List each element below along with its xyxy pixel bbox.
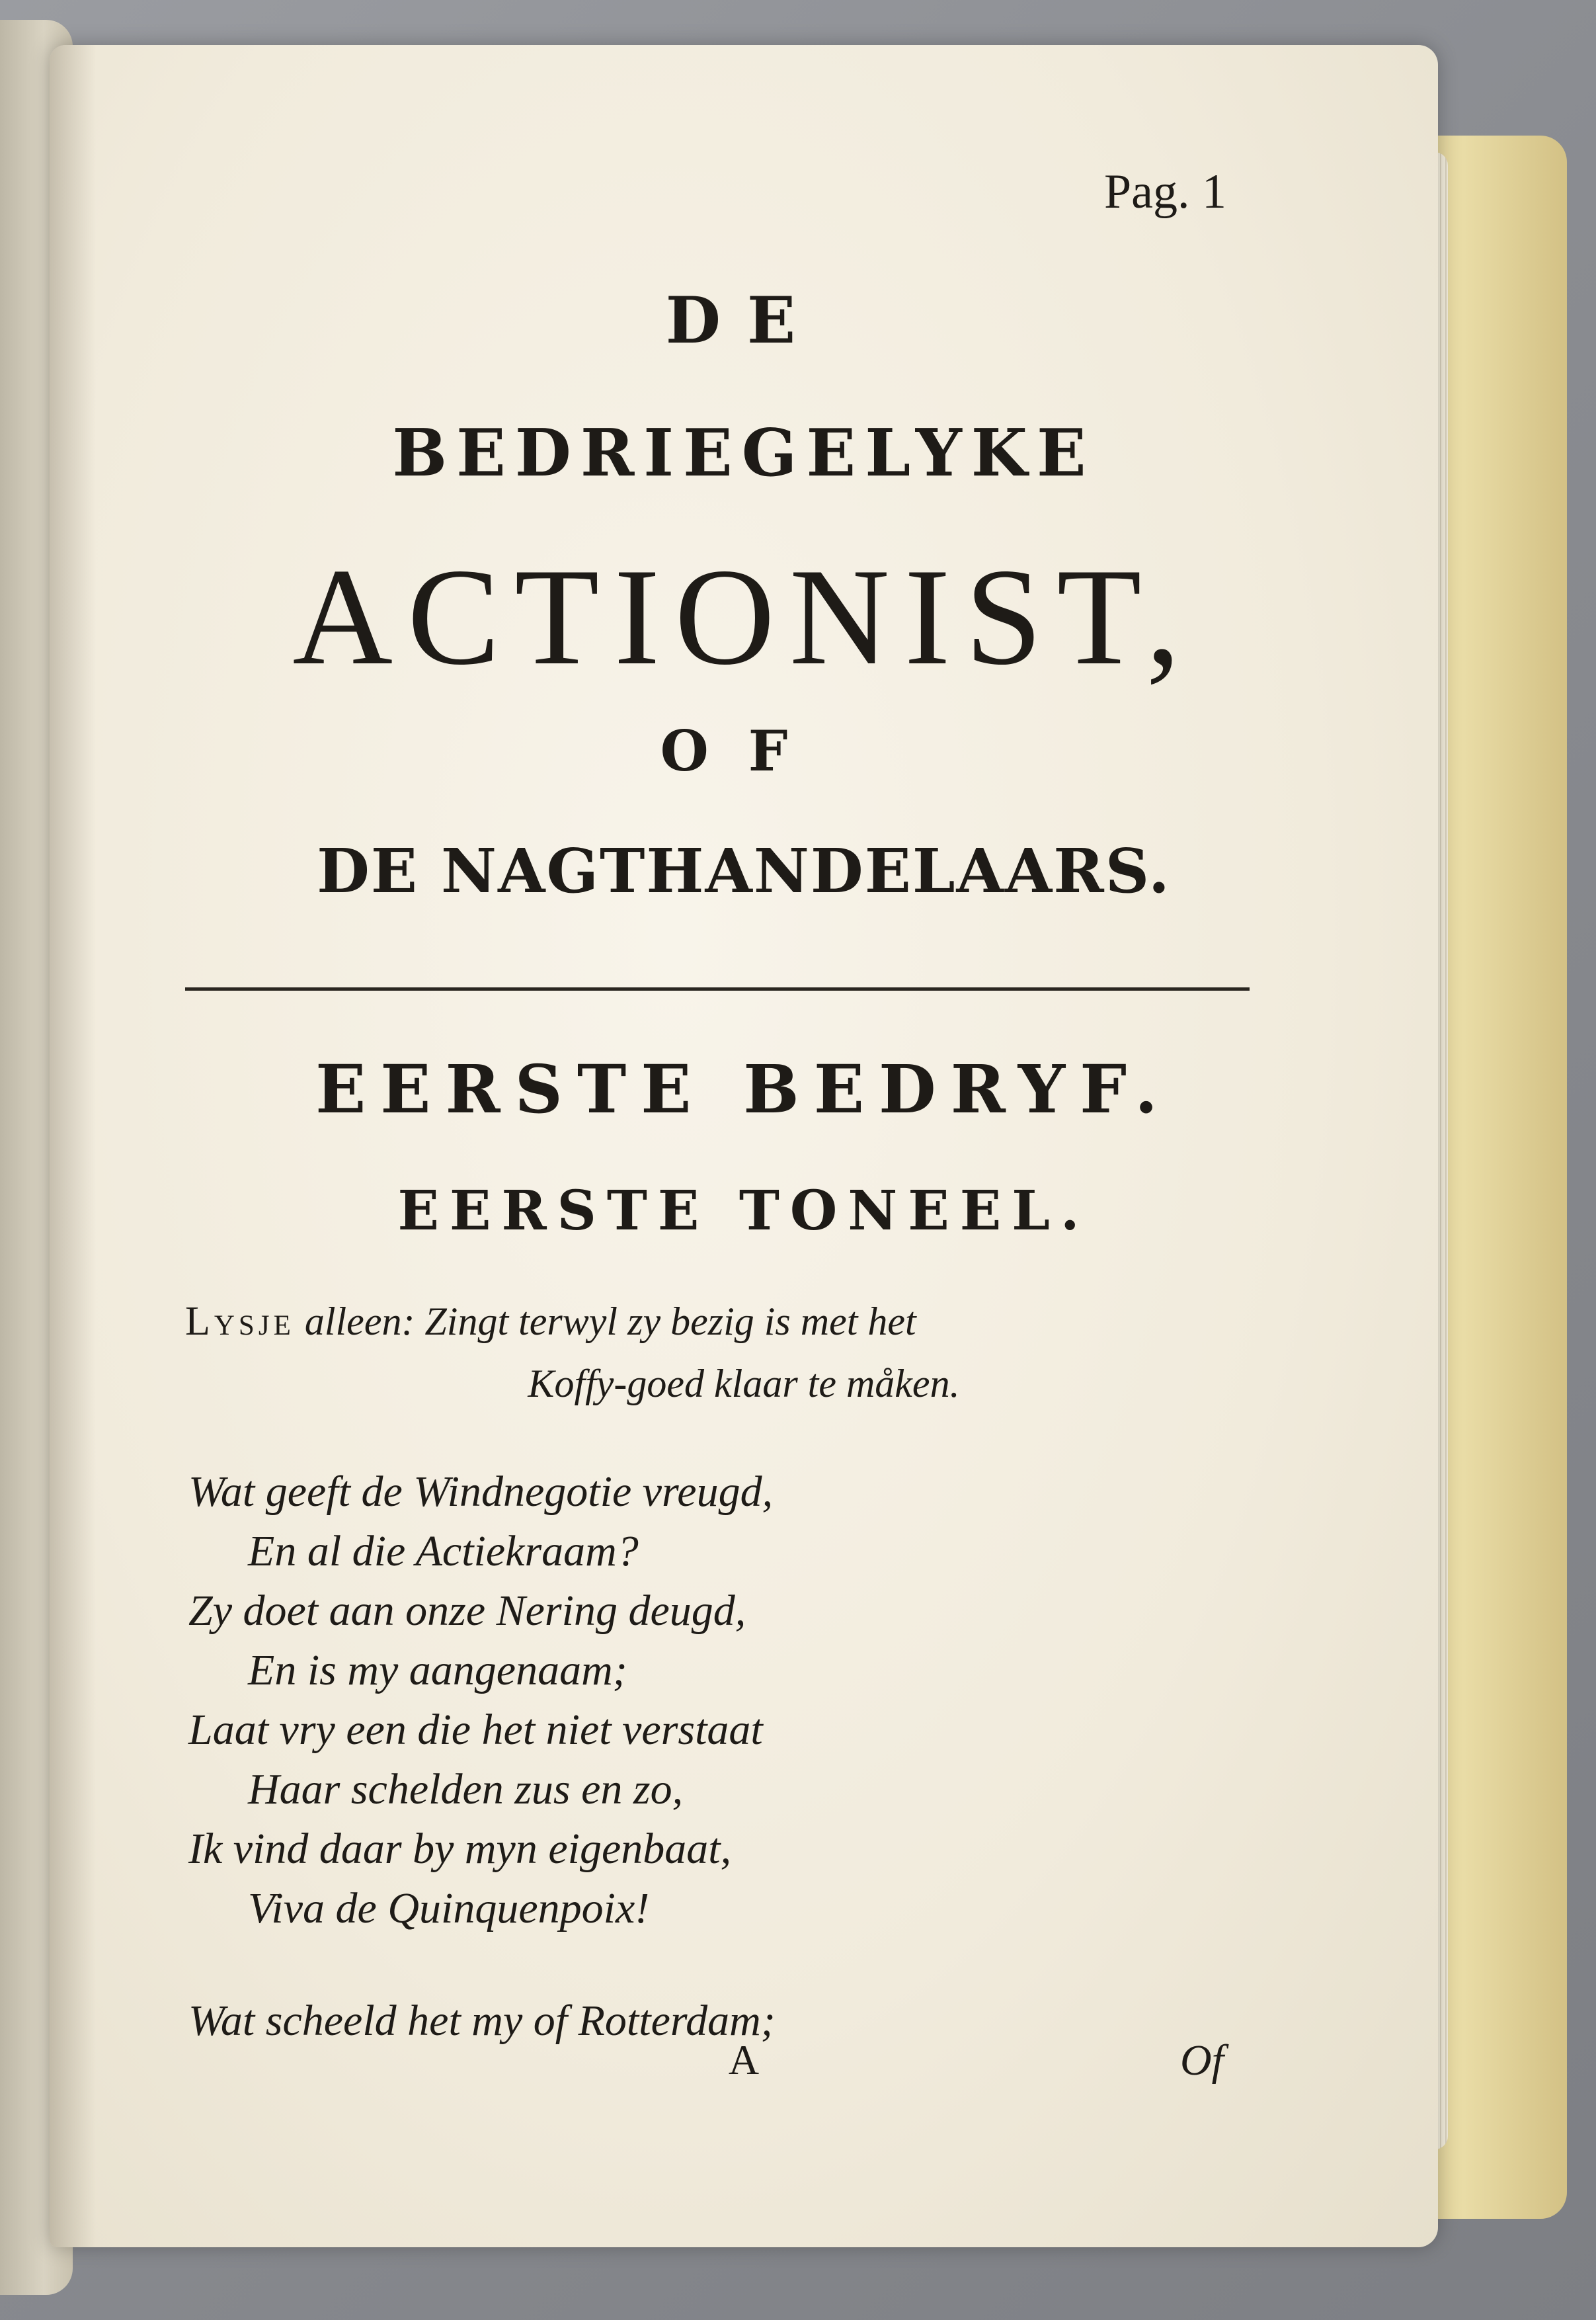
act-heading: EERSTE BEDRYF. — [315, 1050, 1172, 1128]
verse-line: Haar schelden zus en zo, — [248, 1765, 684, 1813]
verse-line: Zy doet aan onze Nering deugd, — [188, 1587, 746, 1635]
title-line-bedriegelyke: BEDRIEGELYKE — [392, 415, 1096, 491]
stage-direction-line2: Koffy-goed klaar te måken. — [528, 1362, 960, 1405]
verse-line: Laat vry een die het niet verstaat — [188, 1706, 763, 1754]
stage-direction-text: alleen: Zingt terwyl zy bezig is met het — [304, 1300, 916, 1343]
verse-line: En al die Actiekraam? — [248, 1527, 639, 1575]
verse-line: Wat scheeld het my of Rotterdam; — [188, 1997, 776, 2045]
title-line-nagthandelaars: DE NAGTHANDELAARS. — [317, 835, 1171, 907]
verse-line: Wat geeft de Windnegotie vreugd, — [188, 1468, 774, 1516]
title-line-de: DE — [665, 283, 822, 358]
gutter-shadow — [50, 45, 96, 2247]
horizontal-rule — [185, 987, 1250, 991]
signature-mark: A — [728, 2036, 760, 2083]
verse-line: En is my aangenaam; — [248, 1646, 627, 1694]
character-name: Lysje — [185, 1299, 295, 1344]
scene-heading: EERSTE TONEEL. — [397, 1179, 1090, 1243]
book-page — [50, 45, 1438, 2247]
page-number: Pag. 1 — [1104, 165, 1226, 219]
verse-line: Ik vind daar by myn eigenbaat, — [188, 1825, 732, 1873]
title-line-of: OF — [660, 718, 828, 784]
title-line-actionist: ACTIONIST, — [292, 540, 1195, 694]
catchword: Of — [1180, 2036, 1224, 2085]
stage-direction-line1 — [185, 1298, 916, 1345]
verse-line: Viva de Quinquenpoix! — [248, 1884, 650, 1932]
